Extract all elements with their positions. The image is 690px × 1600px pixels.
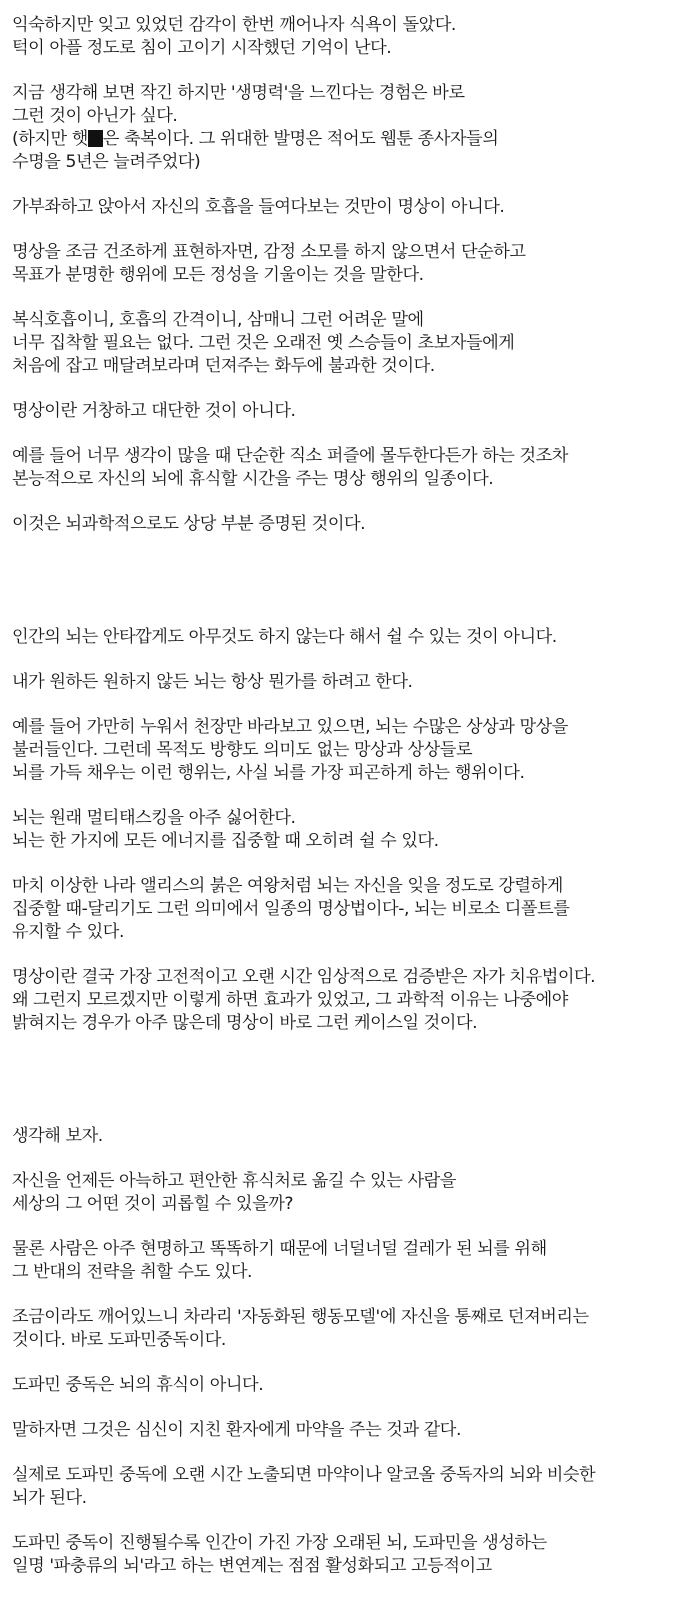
paragraph [12, 1238, 680, 1284]
paragraph [12, 82, 680, 174]
text-line: 생각해 보자. [12, 1126, 103, 1146]
paragraph [12, 400, 680, 423]
paragraph [12, 671, 680, 694]
paragraph [12, 241, 680, 287]
aside-text-after: 은 축복이다. 그 위대한 발명은 적어도 웹툰 종사자들의 [102, 129, 499, 149]
text-line: 인간의 뇌는 안타깝게도 아무것도 하지 않는다 해서 쉴 수 있는 것이 아니다. [12, 627, 557, 647]
text-line: 물론 사람은 아주 현명하고 똑똑하기 때문에 너덜너덜 걸레가 된 뇌를 위해 [12, 1239, 547, 1259]
aside-text-before: (하지만 햇 [12, 129, 88, 149]
text-line: 왜 그런지 모르겠지만 이렇게 하면 효과가 있었고, 그 과학적 이유는 나중에야 [12, 990, 568, 1010]
paragraph [12, 1306, 680, 1352]
text-line: 그런 것이 아닌가 싶다. [12, 106, 178, 126]
paragraph [12, 445, 680, 491]
text-line: 가부좌하고 앉아서 자신의 호흡을 들여다보는 것만이 명상이 아니다. [12, 197, 505, 217]
paragraph [12, 966, 680, 1035]
paragraph [12, 875, 680, 944]
text-line: 이것은 뇌과학적으로도 상당 부분 증명된 것이다. [12, 514, 366, 534]
paragraph [12, 1170, 680, 1216]
aside-line [12, 128, 680, 151]
text-line: 복식호흡이니, 호흡의 간격이니, 삼매니 그런 어려운 말에 [12, 310, 424, 330]
paragraph [12, 716, 680, 785]
text-line: 본능적으로 자신의 뇌에 휴식할 시간을 주는 명상 행위의 일종이다. [12, 469, 494, 489]
text-line: 명상이란 결국 가장 고전적이고 오랜 시간 임상적으로 검증받은 자가 치유법이다. [12, 967, 596, 987]
text-line: 지금 생각해 보면 작긴 하지만 '생명력'을 느낀다는 경험은 바로 [12, 83, 465, 103]
text-line: 예를 들어 가만히 누워서 천장만 바라보고 있으면, 뇌는 수많은 상상과 망상을 [12, 717, 568, 737]
text-line: 명상을 조금 건조하게 표현하자면, 감정 소모를 하지 않으면서 단순하고 [12, 242, 526, 262]
text-line: 것이다. 바로 도파민중독이다. [12, 1330, 226, 1350]
paragraph [12, 14, 680, 60]
text-line: 유지할 수 있다. [12, 922, 124, 942]
text-line: 말하자면 그것은 심신이 지친 환자에게 마약을 주는 것과 같다. [12, 1420, 461, 1440]
text-line: 자신을 언제든 아늑하고 편안한 휴식처로 옮길 수 있는 사람을 [12, 1171, 456, 1191]
text-line: 세상의 그 어떤 것이 괴롭힐 수 있을까? [12, 1194, 294, 1214]
text-line: 뇌를 가득 채우는 이런 행위는, 사실 뇌를 가장 피곤하게 하는 행위이다. [12, 763, 525, 783]
section-gap [12, 1057, 680, 1125]
text-line: 명상이란 거창하고 대단한 것이 아니다. [12, 401, 296, 421]
text-line: 뇌는 원래 멀티태스킹을 아주 싫어한다. [12, 808, 296, 828]
text-line: 뇌가 된다. [12, 1488, 87, 1508]
text-line: 내가 원하든 원하지 않든 뇌는 항상 뭔가를 하려고 한다. [12, 672, 413, 692]
section-gap [12, 558, 680, 626]
text-line: 예를 들어 너무 생각이 많을 때 단순한 직소 퍼즐에 몰두한다든가 하는 것조차 [12, 446, 568, 466]
text-line: 마치 이상한 나라 앨리스의 붉은 여왕처럼 뇌는 자신을 잊을 정도로 강렬하게 [12, 876, 563, 896]
text-line: 익숙하지만 잊고 있었던 감각이 한번 깨어나자 식욕이 돌았다. [12, 15, 456, 35]
text-line: 불러들인다. 그런데 목적도 방향도 의미도 없는 망상과 상상들로 [12, 740, 473, 760]
text-line: 너무 집착할 필요는 없다. 그런 것은 오래전 옛 스승들이 초보자들에게 [12, 333, 515, 353]
paragraph [12, 1125, 680, 1148]
paragraph [12, 626, 680, 649]
text-line: 처음에 잡고 매달려보라며 던져주는 화두에 불과한 것이다. [12, 356, 435, 376]
paragraph [12, 1464, 680, 1510]
paragraph [12, 309, 680, 378]
paragraph [12, 807, 680, 853]
paragraph [12, 1532, 680, 1578]
text-line: 뇌는 한 가지에 모든 에너지를 집중할 때 오히려 쉴 수 있다. [12, 831, 439, 851]
text-line: 조금이라도 깨어있느니 차라리 '자동화된 행동모델'에 자신을 통째로 던져버리는 [12, 1307, 589, 1327]
text-line: 도파민 중독은 뇌의 휴식이 아니다. [12, 1375, 264, 1395]
paragraph [12, 1374, 680, 1397]
paragraph [12, 1419, 680, 1442]
text-line: 목표가 분명한 행위에 모든 정성을 기울이는 것을 말한다. [12, 265, 424, 285]
text-line: 집중할 때-달리기도 그런 의미에서 일종의 명상법이다-, 뇌는 비로소 디폴트를 [12, 899, 570, 919]
paragraph [12, 196, 680, 219]
text-line: 밝혀지는 경우가 아주 많은데 명상이 바로 그런 케이스일 것이다. [12, 1013, 478, 1033]
text-line: 실제로 도파민 중독에 오랜 시간 노출되면 마약이나 알코올 중독자의 뇌와 비슷한 [12, 1465, 596, 1485]
text-line: 그 반대의 전략을 취할 수도 있다. [12, 1262, 253, 1282]
text-line: 도파민 중독이 진행될수록 인간이 가진 가장 오래된 뇌, 도파민을 생성하는 [12, 1533, 547, 1553]
text-line: 일명 '파충류의 뇌'라고 하는 변연계는 점점 활성화되고 고등적이고 [12, 1556, 492, 1576]
paragraph [12, 513, 680, 536]
aside-line: 수명을 5년은 늘려주었다) [12, 152, 201, 172]
text-line: 턱이 아플 정도로 침이 고이기 시작했던 기억이 난다. [12, 38, 392, 58]
censor-block [88, 130, 103, 147]
